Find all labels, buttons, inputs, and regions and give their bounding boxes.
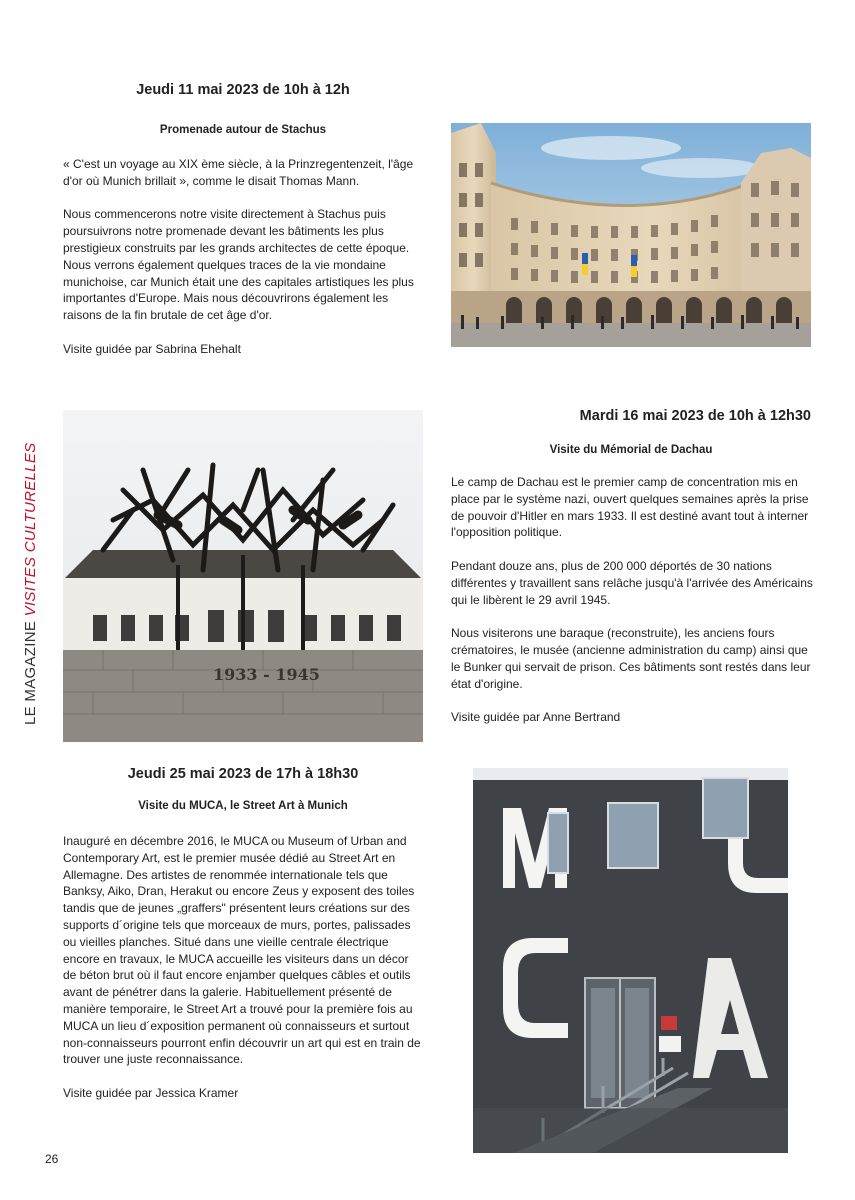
section-2-paragraph: Nous visiterons une baraque (reconstruite), les anciens fours crématoires, le musée (ancienne administration du camp) ainsi que le Bunker qui servait de prison. Ces bâtiments sont restés dans leur état d'origine.: [451, 626, 811, 691]
side-label-section: VISITES CULTURELLES: [22, 442, 39, 617]
stachus-photo: [451, 123, 811, 347]
section-1-guide: Visite guidée par Sabrina Ehehalt: [63, 341, 241, 356]
side-label-magazine: LE MAGAZINE: [22, 620, 39, 725]
section-2-body: [451, 474, 813, 726]
section-3-body: [63, 833, 425, 1102]
memorial-inscription: 1933 - 1945: [213, 665, 320, 684]
section-2-paragraph: Pendant douze ans, plus de 200 000 déportés de 30 nations différentes y travaillent sans relâche jusqu'à l'arrivée des Américains qui le libèrent le 29 avril 1945.: [451, 558, 813, 607]
section-3-date: Jeudi 25 mai 2023 de 17h à 18h30: [127, 766, 359, 782]
section-3-paragraph: Inauguré en décembre 2016, le MUCA ou Museum of Urban and Contemporary Art, est le premier musée dédié au Street Art en Allemagne. Des artistes de renommée internationale tels que Banksy, Aiko, Dran, Herakut ou encore Zeus y exposent des toiles tandis que de jeunes „graffers" présentent leurs créations sur des supports d´origine tels que morceaux de murs, portes, palissades ou vieilles planches. Situé dans une vieille centrale électrique encore en travaux, le MUCA accueille les visiteurs dans un décor de béton brut où il faut encore enjamber quelques câbles et outils avant de pénétrer dans la galerie. Habituellement présenté de manière temporaire, le Street Art a trouvé pour la première fois au MUCA un lieu d´exposition permanent où connaisseurs et surtout non-connaisseurs pourront enfin découvrir un art qui est en train de trouver une juste reconnaissance.: [63, 834, 421, 1067]
section-3-title: Visite du MUCA, le Street Art à Munich: [138, 800, 348, 812]
section-1-date: Jeudi 11 mai 2023 de 10h à 12h: [136, 82, 350, 98]
section-2-title: Visite du Mémorial de Dachau: [549, 444, 713, 456]
side-label: [22, 442, 50, 725]
dachau-photo: [63, 410, 423, 742]
section-3-guide: Visite guidée par Jessica Kramer: [63, 1085, 239, 1100]
muca-photo: [473, 768, 788, 1153]
section-2-paragraph: Le camp de Dachau est le premier camp de concentration mis en place par le système nazi, ouvert quelques semaines après la prise de pouvoir d'Hitler en mars 1933. Il est destiné avant tout à interner l'opposition politique.: [451, 475, 809, 540]
section-2-date: Mardi 16 mai 2023 de 10h à 12h30: [579, 408, 811, 424]
section-1-body: [63, 156, 425, 358]
section-1-paragraph: « C'est un voyage au XIX ème siècle, à la Prinzregentenzeit, l'âge d'or où Munich brillait », comme le disait Thomas Mann.: [63, 157, 414, 188]
page-number: 26: [45, 1152, 59, 1166]
section-1-paragraph: Nous commencerons notre visite directement à Stachus puis poursuivrons notre promenade devant les bâtiments les plus prestigieux construits par les grands architectes de cette époque. Nous verrons également quelques traces de la vie mondaine munichoise, car Munich était une des capitales artistiques les plus importantes d'Europe. Mais nous découvrirons également les raisons de la fin brutale de cet âge d'or.: [63, 207, 414, 323]
section-1-title: Promenade autour de Stachus: [159, 124, 327, 136]
section-2-guide: Visite guidée par Anne Bertrand: [451, 710, 621, 725]
